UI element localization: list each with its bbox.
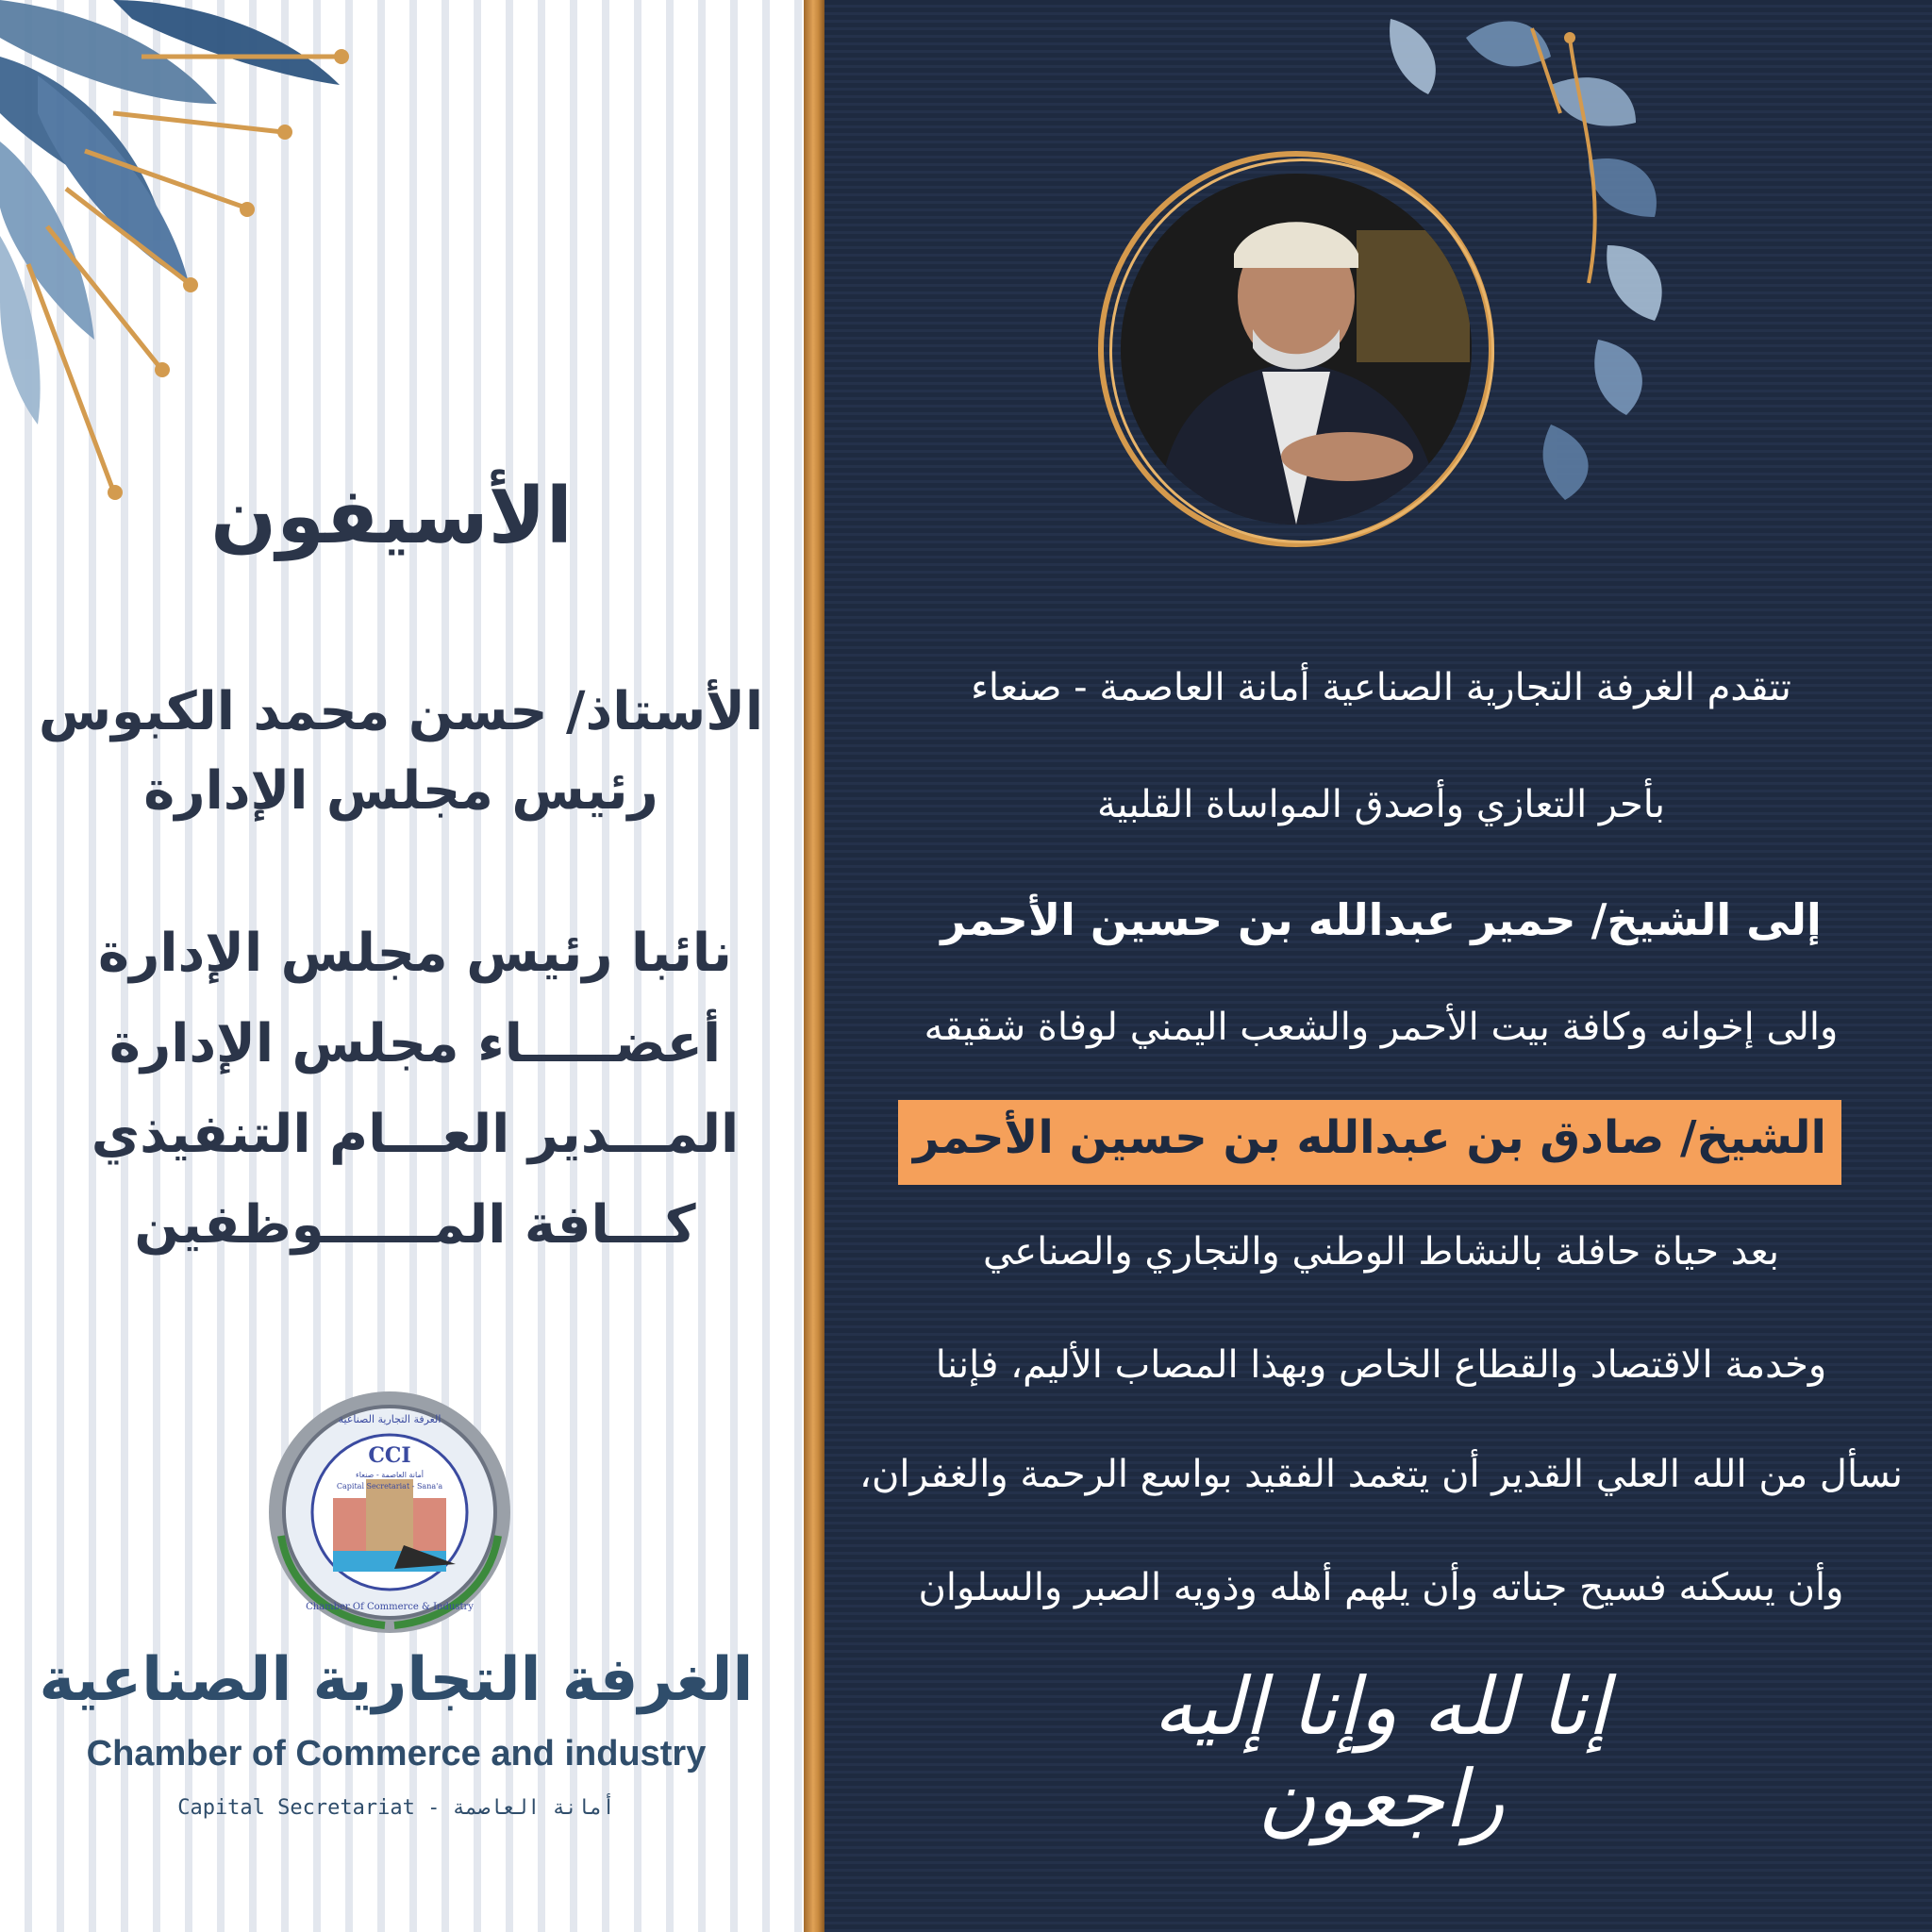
- group-line-staff: كـــافة المــــــوظفين: [134, 1194, 696, 1256]
- right-panel: [824, 0, 1932, 1932]
- chairman-role: رئيس مجلس الإدارة: [143, 760, 658, 822]
- calligraphy-verse: إنا لله وإنا إليه راجعون: [1153, 1660, 1609, 1845]
- group-line-deputies: نائبا رئيس مجلس الإدارة: [98, 923, 732, 984]
- message-line-6: نسأل من الله العلي القدير أن يتغمد الفقيد بواسع الرحمة والغفران،: [859, 1453, 1903, 1496]
- left-panel: [0, 0, 804, 1932]
- gold-divider: [804, 0, 824, 1932]
- logo-ring-en: Chamber Of Commerce & Industry: [306, 1602, 474, 1612]
- mourners-title: الأسيفون: [210, 472, 573, 561]
- message-line-7: وأن يسكنه فسيح جناته وأن يلهم أهله وذويه الصبر والسلوان: [918, 1566, 1844, 1609]
- deceased-portrait: [1121, 174, 1472, 525]
- message-line-3: والى إخوانه وكافة بيت الأحمر والشعب اليمني لوفاة شقيقه: [924, 1006, 1839, 1049]
- chamber-subtitle: Capital Secretariat - أمانة العاصمة: [177, 1796, 615, 1820]
- chamber-name-arabic: الغرفة التجارية الصناعية: [39, 1645, 754, 1715]
- message-line-1: تتقدم الغرفة التجارية الصناعية أمانة العاصمة - صنعاء: [971, 666, 1791, 709]
- message-line-5: وخدمة الاقتصاد والقطاع الخاص وبهذا المصاب الأليم، فإننا: [935, 1343, 1827, 1387]
- chamber-name-english: Chamber of Commerce and industry: [86, 1734, 707, 1774]
- deceased-name: الشيخ/ صادق بن عبدالله بن حسين الأحمر: [912, 1111, 1827, 1164]
- chamber-logo: [262, 1385, 517, 1640]
- group-line-director: المـــدير العـــام التنفيذي: [91, 1104, 740, 1165]
- message-line-recipient: إلى الشيخ/ حمير عبدالله بن حسين الأحمر: [941, 894, 1822, 945]
- message-line-2: بأحر التعازي وأصدق المواساة القلبية: [1096, 783, 1666, 826]
- logo-ring-ar: الغرفة التجارية الصناعية: [338, 1413, 441, 1425]
- leaf-decoration-icon: [0, 0, 396, 528]
- logo-inner-en: Capital Secretariat - Sana'a: [336, 1482, 443, 1491]
- message-line-4: بعد حياة حافلة بالنشاط الوطني والتجاري والصناعي: [982, 1230, 1780, 1274]
- logo-abbr: CCI: [368, 1443, 411, 1468]
- chairman-name: الأستاذ/ حسن محمد الكبوس: [38, 681, 764, 742]
- group-line-members: أعضـــــاء مجلس الإدارة: [108, 1013, 722, 1074]
- logo-inner-ar: أمانة العاصمة - صنعاء: [356, 1471, 424, 1479]
